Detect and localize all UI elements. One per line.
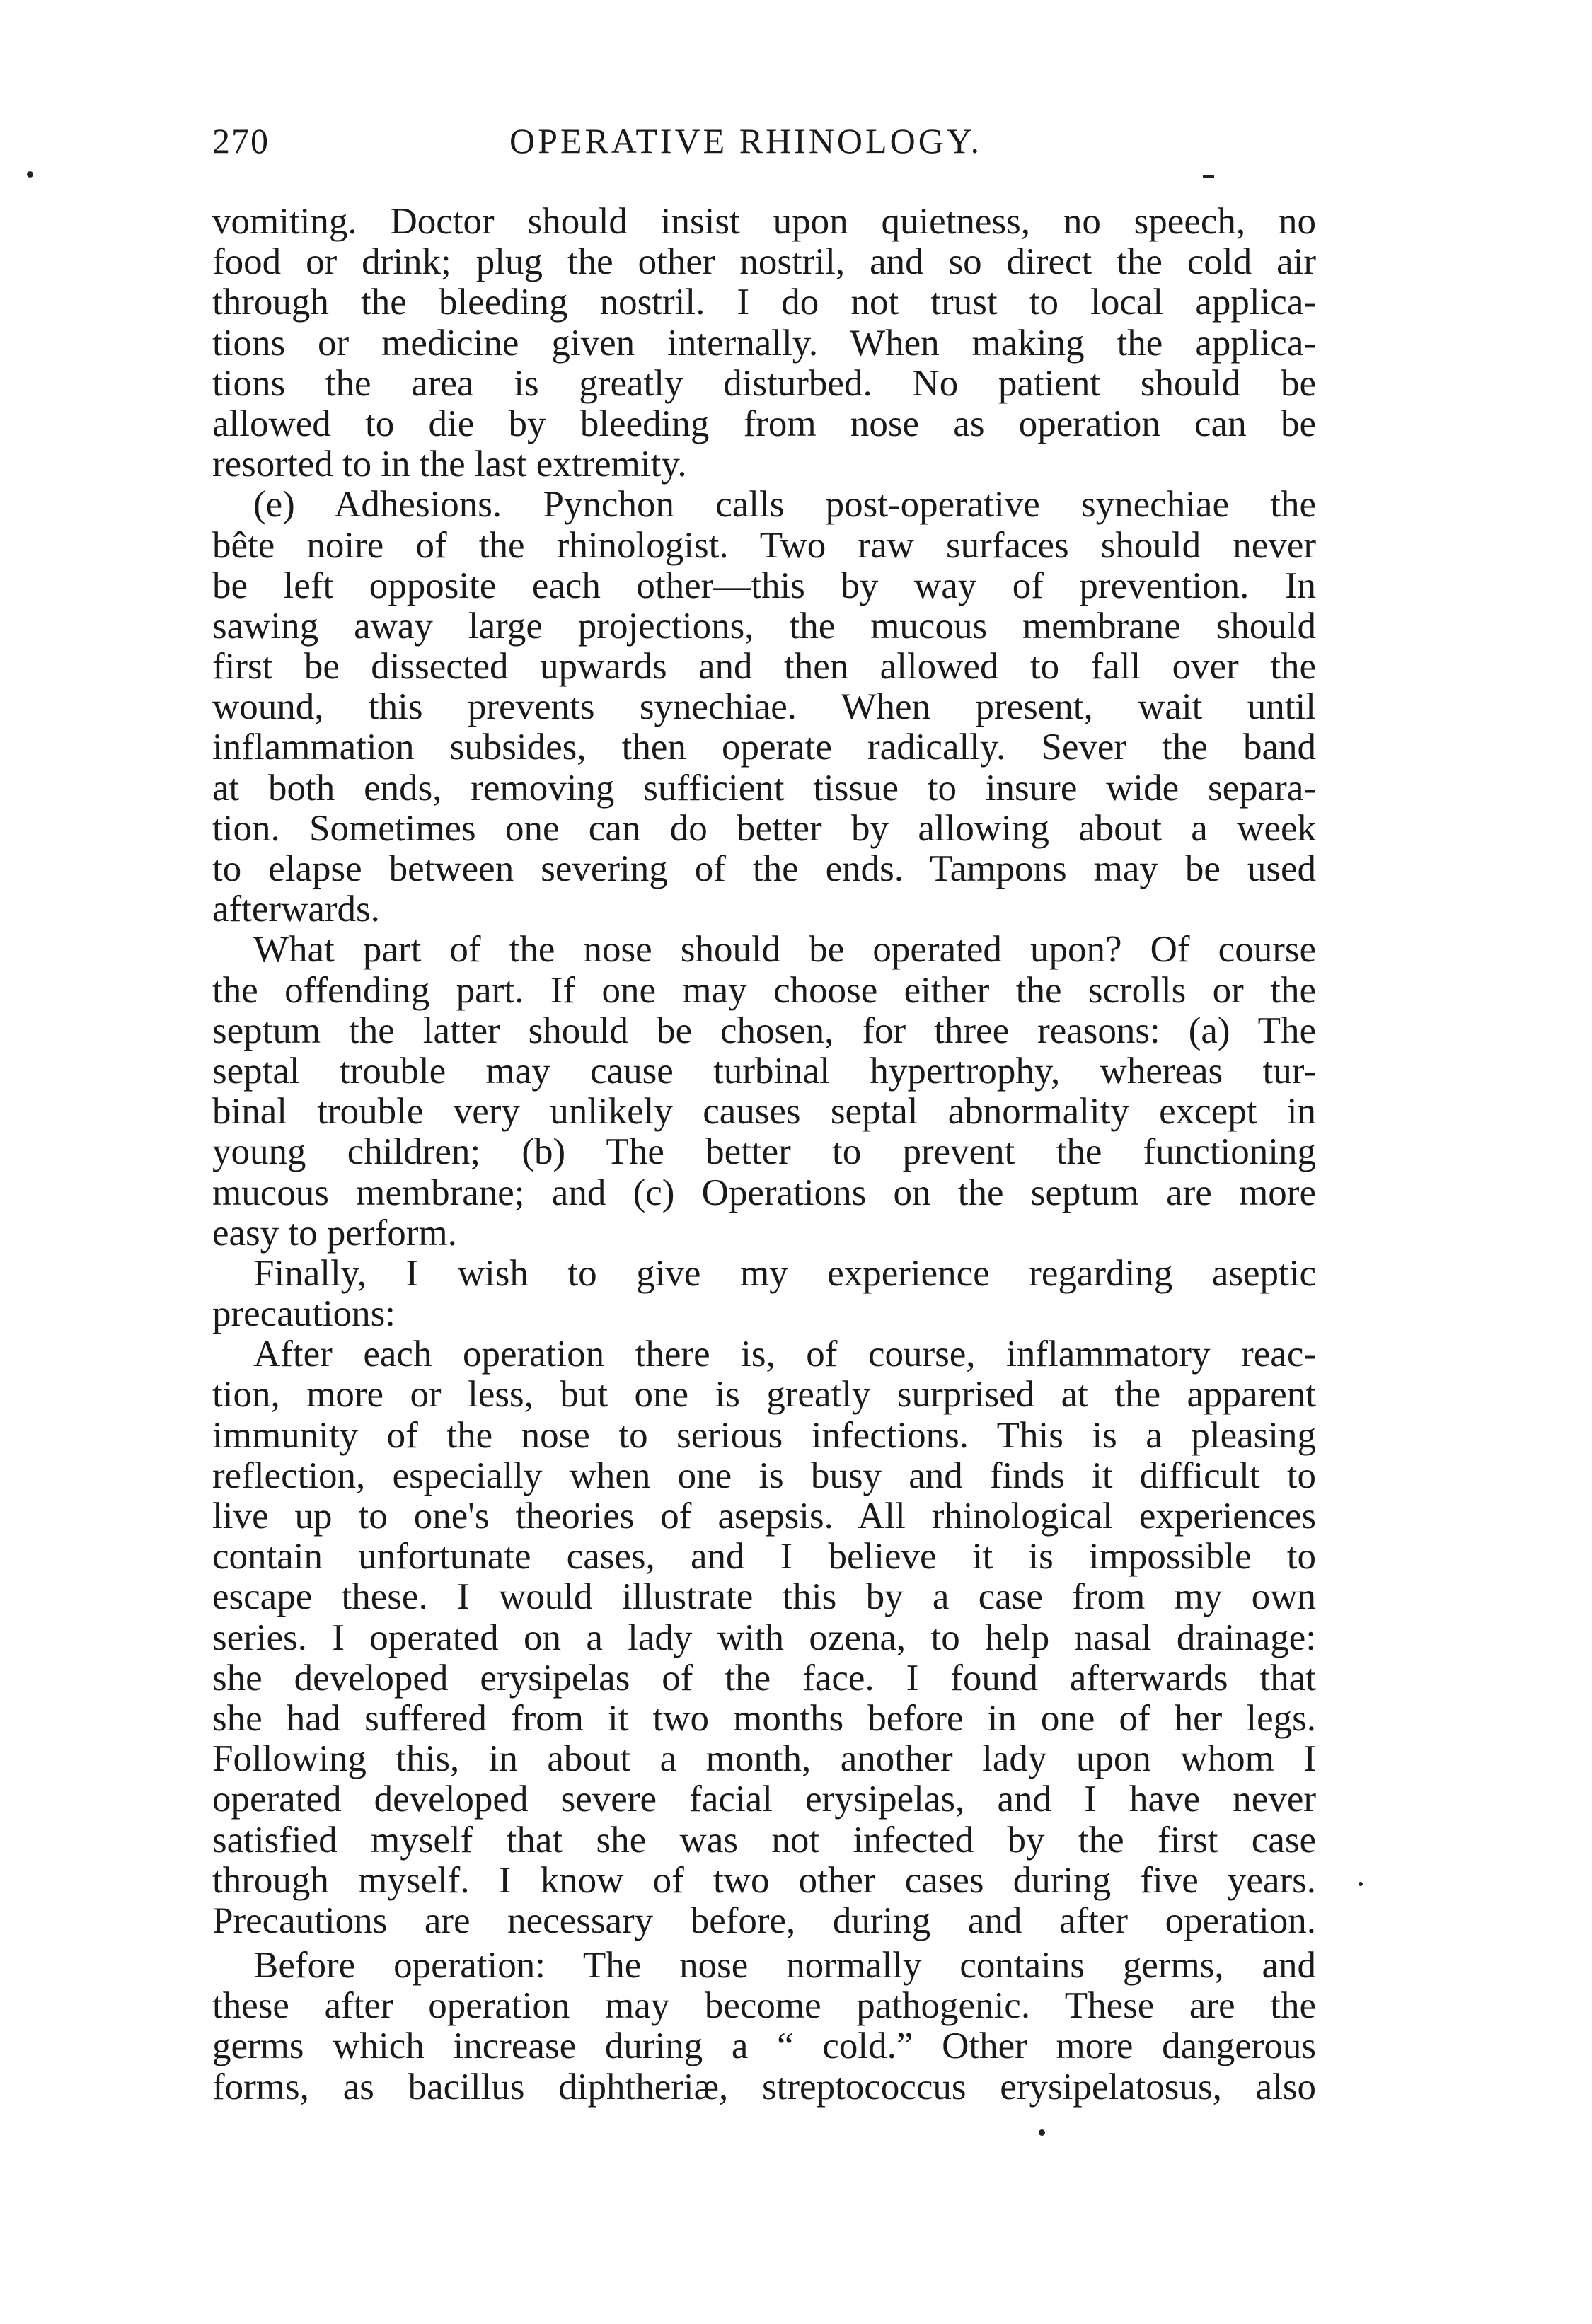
text-line: live up to one's theories of asepsis. All rhinological experiences — [212, 1496, 1316, 1537]
text-line: inflammation subsides, then operate radically. Sever the band — [212, 727, 1316, 768]
text-line: resorted to in the last extremity. — [212, 444, 687, 485]
text-line: easy to perform. — [212, 1212, 457, 1254]
body-text — [212, 202, 1316, 2108]
text-line: septum the latter should be chosen, for three reasons: (a) The — [212, 1010, 1316, 1051]
text-line: allowed to die by bleeding from nose as operation can be — [212, 403, 1316, 444]
text-line: she developed erysipelas of the face. I found afterwards that — [212, 1657, 1316, 1699]
scan-speck — [27, 171, 33, 178]
text-line: Following this, in about a month, another lady upon whom I — [212, 1738, 1316, 1780]
page-header — [212, 120, 1316, 170]
text-line: Precautions are necessary before, during and after operation. — [212, 1900, 1316, 1941]
text-line: tions or medicine given internally. When making the applica- — [212, 322, 1316, 364]
text-line: tion. Sometimes one can do better by allowing about a week — [212, 807, 1316, 849]
text-line: immunity of the nose to serious infections. This is a pleasing — [212, 1414, 1316, 1456]
text-line: the offending part. If one may choose either the scrolls or the — [212, 969, 1316, 1011]
text-line: afterwards. — [212, 889, 380, 930]
text-line: operated developed severe facial erysipelas, and I have never — [212, 1779, 1316, 1820]
text-line: tion, more or less, but one is greatly surprised at the apparent — [212, 1374, 1316, 1416]
text-line: (e) Adhesions. Pynchon calls post-operative synechiae the — [253, 484, 1316, 526]
text-line: at both ends, removing sufficient tissue to insure wide separa- — [212, 767, 1316, 809]
text-line: germs which increase during a “ cold.” Other more dangerous — [212, 2025, 1316, 2067]
text-line: tions the area is greatly disturbed. No patient should be — [212, 362, 1316, 404]
text-line: binal trouble very unlikely causes septal abnormality except in — [212, 1091, 1316, 1133]
text-line: first be dissected upwards and then allowed to fall over the — [212, 646, 1316, 688]
scan-speck — [1359, 1882, 1363, 1886]
text-line: these after operation may become pathogenic. These are the — [212, 1985, 1316, 2027]
text-line: series. I operated on a lady with ozena, to help nasal drainage: — [212, 1617, 1316, 1658]
scan-speck — [1203, 175, 1214, 178]
text-line: Before operation: The nose normally contains germs, and — [253, 1945, 1316, 1987]
text-line: satisfied myself that she was not infected by the first case — [212, 1819, 1316, 1861]
text-line: After each operation there is, of course, inflammatory reac- — [253, 1334, 1316, 1375]
text-line: precautions: — [212, 1293, 396, 1335]
text-line: sawing away large projections, the mucous membrane should — [212, 605, 1316, 647]
text-line: she had suffered from it two months before in one of her legs. — [212, 1697, 1316, 1739]
text-line: Finally, I wish to give my experience regarding aseptic — [253, 1252, 1316, 1294]
text-line: septal trouble may cause turbinal hypertrophy, whereas tur- — [212, 1050, 1316, 1092]
text-line: food or drink; plug the other nostril, and so direct the cold air — [212, 241, 1316, 283]
text-line: What part of the nose should be operated upon? Of course — [253, 929, 1316, 971]
text-line: vomiting. Doctor should insist upon quietness, no speech, no — [212, 201, 1316, 242]
text-line: young children; (b) The better to prevent the functioning — [212, 1131, 1316, 1173]
text-line: be left opposite each other—this by way of prevention. In — [212, 565, 1316, 606]
text-line: contain unfortunate cases, and I believe it is impossible to — [212, 1536, 1316, 1578]
text-line: through myself. I know of two other cases during five years. — [212, 1859, 1316, 1901]
text-line: mucous membrane; and (c) Operations on the septum are more — [212, 1172, 1316, 1213]
scan-speck — [1039, 2129, 1045, 2136]
text-line: to elapse between severing of the ends. Tampons may be used — [212, 848, 1316, 889]
text-line: through the bleeding nostril. I do not trust to local applica- — [212, 282, 1316, 323]
text-line: bête noire of the rhinologist. Two raw surfaces should never — [212, 524, 1316, 566]
text-line: escape these. I would illustrate this by a case from my own — [212, 1576, 1316, 1618]
text-line: reflection, especially when one is busy and finds it difficult to — [212, 1455, 1316, 1496]
text-line: wound, this prevents synechiae. When present, wait until — [212, 686, 1316, 728]
text-line: forms, as bacillus diphtheriæ, streptococcus erysipelatosus, also — [212, 2066, 1316, 2108]
page-number: 270 — [212, 121, 270, 161]
running-head: OPERATIVE RHINOLOGY. — [509, 121, 982, 161]
